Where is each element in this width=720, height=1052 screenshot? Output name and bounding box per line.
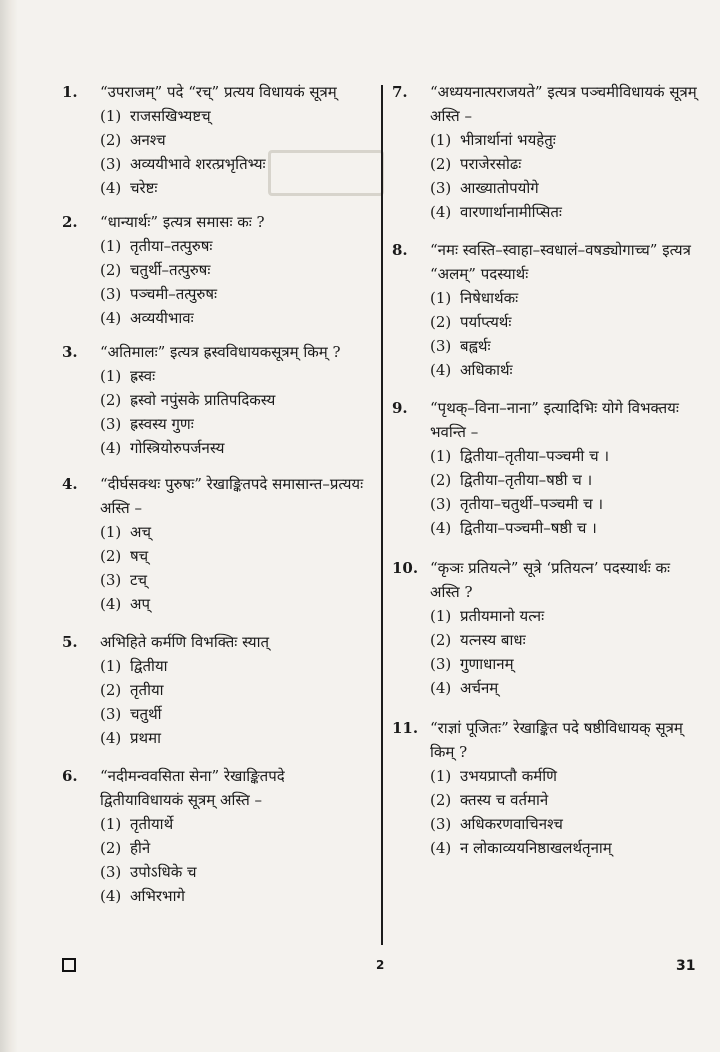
- question-item: [62, 210, 367, 330]
- option-text: क्तस्य च वर्तमाने: [460, 791, 549, 809]
- question-text: “नदीमन्ववसिता सेना” रेखाङ्कितपदे द्वितीयाविधायकं सूत्रम् अस्ति –: [100, 767, 285, 809]
- answer-option: [430, 652, 697, 676]
- option-number: (2): [100, 131, 122, 149]
- option-number: (4): [430, 203, 452, 221]
- question-number: 8.: [392, 241, 408, 259]
- faded-handwriting: [150, 8, 510, 78]
- option-text: अधिकार्थः: [460, 361, 513, 379]
- option-number: (2): [100, 261, 122, 279]
- answer-option: [100, 364, 367, 388]
- option-number: (1): [100, 523, 122, 541]
- option-number: (1): [100, 107, 122, 125]
- answer-option: [100, 412, 367, 436]
- option-number: (4): [100, 729, 122, 747]
- question-text: “दीर्घसक्थः पुरुषः” रेखाङ्कितपदे समासान्त–प्रत्ययः अस्ति –: [100, 475, 364, 517]
- option-text: यत्नस्य बाधः: [460, 631, 526, 649]
- option-number: (3): [100, 415, 122, 433]
- answer-option: [430, 444, 697, 468]
- answer-option: [100, 812, 367, 836]
- option-text: न लोकाव्ययनिष्ठाखलर्थतृनाम्: [460, 839, 612, 857]
- question-text: अभिहिते कर्मणि विभक्तिः स्यात्: [100, 633, 270, 651]
- question-number: 2.: [62, 213, 78, 231]
- option-number: (4): [100, 309, 122, 327]
- answer-option: [430, 286, 697, 310]
- question-number: 4.: [62, 475, 78, 493]
- option-number: (1): [430, 289, 452, 307]
- question-stem: [392, 556, 697, 604]
- question-item: [62, 340, 367, 460]
- option-number: (2): [430, 471, 452, 489]
- answer-option: [100, 726, 367, 750]
- page-number-right: 31: [676, 958, 696, 974]
- question-number: 9.: [392, 399, 408, 417]
- option-text: अर्चनम्: [460, 679, 499, 697]
- answer-option: [430, 604, 697, 628]
- option-text: ह्रस्वो नपुंसके प्रातिपदिकस्य: [130, 391, 276, 409]
- answer-option: [100, 234, 367, 258]
- option-text: पराजेरसोढः: [460, 155, 522, 173]
- option-number: (4): [430, 839, 452, 857]
- option-number: (2): [430, 631, 452, 649]
- option-text: अभिरभागे: [130, 887, 185, 905]
- option-text: चरेष्टः: [130, 179, 158, 197]
- option-text: प्रतीयमानो यत्नः: [460, 607, 545, 625]
- answer-option: [100, 884, 367, 908]
- answer-option: [100, 568, 367, 592]
- option-text: द्वितीया–तृतीया–षष्ठी च ।: [460, 471, 593, 489]
- answer-option: [430, 836, 697, 860]
- option-number: (3): [430, 337, 452, 355]
- option-number: (4): [100, 595, 122, 613]
- option-text: पर्याप्त्यर्थः: [460, 313, 512, 331]
- option-number: (2): [100, 391, 122, 409]
- option-text: अनश्च: [130, 131, 166, 149]
- question-text: “उपराजम्” पदे “रच्” प्रत्यय विधायकं सूत्रम्: [100, 83, 337, 101]
- option-text: गोस्त्रियोरुपर्जनस्य: [130, 439, 225, 457]
- option-number: (1): [100, 815, 122, 833]
- option-number: (3): [430, 179, 452, 197]
- answer-option: [100, 152, 367, 176]
- answer-option: [430, 468, 697, 492]
- question-item: [62, 80, 367, 200]
- option-text: हीने: [130, 839, 151, 857]
- answer-option: [430, 334, 697, 358]
- option-text: अव्ययीभावः: [130, 309, 194, 327]
- option-number: (4): [100, 179, 122, 197]
- question-text: “पृथक्–विना–नाना” इत्यादिभिः योगे विभक्तयः भवन्ति –: [430, 399, 679, 441]
- option-text: पञ्चमी–तत्पुरुषः: [130, 285, 218, 303]
- answer-option: [430, 764, 697, 788]
- question-stem: [62, 80, 367, 104]
- option-text: अधिकरणवाचिनश्च: [460, 815, 563, 833]
- question-number: 11.: [392, 719, 419, 737]
- question-number: 5.: [62, 633, 78, 651]
- option-number: (4): [430, 361, 452, 379]
- option-text: प्रथमा: [130, 729, 161, 747]
- option-text: षच्: [130, 547, 149, 565]
- option-list: [100, 234, 367, 330]
- option-text: बह्वर्थः: [460, 337, 491, 355]
- option-list: [430, 444, 697, 540]
- option-text: द्वितीया–तृतीया–पञ्चमी च ।: [460, 447, 610, 465]
- option-number: (3): [100, 863, 122, 881]
- answer-option: [100, 702, 367, 726]
- left-question-column: [62, 80, 367, 908]
- option-text: टच्: [130, 571, 148, 589]
- question-stem: [392, 716, 697, 764]
- option-list: [100, 812, 367, 908]
- question-item: [392, 556, 697, 700]
- question-text: “राज्ञां पूजितः” रेखाङ्कित पदे षष्ठीविधायक् सूत्रम् किम् ?: [430, 719, 683, 761]
- answer-option: [100, 128, 367, 152]
- option-number: (3): [100, 705, 122, 723]
- question-stem: [392, 238, 697, 286]
- answer-option: [100, 306, 367, 330]
- option-text: अप्: [130, 595, 150, 613]
- answer-option: [100, 544, 367, 568]
- question-item: [62, 472, 367, 616]
- option-number: (4): [430, 679, 452, 697]
- option-text: तृतीया–तत्पुरुषः: [130, 237, 213, 255]
- option-list: [430, 286, 697, 382]
- option-number: (4): [430, 519, 452, 537]
- page-number-center: 2: [376, 958, 385, 972]
- question-text: “कृञः प्रतियत्ने” सूत्रे ‘प्रतियत्न’ पदस्यार्थः कः अस्ति ?: [430, 559, 671, 601]
- option-text: अव्ययीभावे शरत्प्रभृतिभ्यः: [130, 155, 266, 173]
- option-text: चतुर्थी: [130, 705, 162, 723]
- column-divider: [381, 85, 383, 945]
- question-stem: [62, 764, 367, 812]
- option-text: द्वितीया–पञ्चमी–षष्ठी च ।: [460, 519, 597, 537]
- option-number: (2): [430, 155, 452, 173]
- right-question-column: [392, 80, 697, 860]
- answer-option: [100, 860, 367, 884]
- option-number: (3): [100, 155, 122, 173]
- option-text: निषेधार्थकः: [460, 289, 519, 307]
- page-edge-shadow: [0, 0, 18, 1052]
- question-item: [392, 396, 697, 540]
- option-text: तृतीयार्थे: [130, 815, 174, 833]
- option-text: ह्रस्वस्य गुणः: [130, 415, 194, 433]
- answer-option: [430, 788, 697, 812]
- answer-option: [100, 104, 367, 128]
- answer-option: [100, 258, 367, 282]
- option-text: द्वितीया: [130, 657, 168, 675]
- option-number: (2): [430, 791, 452, 809]
- option-text: ह्रस्वः: [130, 367, 156, 385]
- option-list: [100, 654, 367, 750]
- question-text: “नमः स्वस्ति–स्वाहा–स्वधालं–वषड्योगाच्च” इत्यत्र “अलम्” पदस्यार्थः: [430, 241, 691, 283]
- option-number: (3): [430, 815, 452, 833]
- option-number: (3): [430, 655, 452, 673]
- question-item: [392, 80, 697, 224]
- option-number: (3): [100, 285, 122, 303]
- question-number: 10.: [392, 559, 419, 577]
- option-number: (1): [430, 607, 452, 625]
- answer-option: [100, 678, 367, 702]
- question-text: “धान्यार्थः” इत्यत्र समासः कः ?: [100, 213, 265, 231]
- question-item: [62, 764, 367, 908]
- question-number: 1.: [62, 83, 78, 101]
- answer-option: [430, 812, 697, 836]
- option-number: (1): [100, 237, 122, 255]
- question-item: [392, 238, 697, 382]
- option-text: उपोऽधिके च: [130, 863, 197, 881]
- question-number: 7.: [392, 83, 408, 101]
- question-text: “अध्ययनात्पराजयते” इत्यत्र पञ्चमीविधायकं सूत्रम् अस्ति –: [430, 83, 697, 125]
- option-list: [430, 604, 697, 700]
- option-number: (3): [430, 495, 452, 513]
- option-list: [100, 104, 367, 200]
- question-stem: [62, 210, 367, 234]
- question-item: [62, 630, 367, 750]
- option-text: वारणार्थानामीप्सितः: [460, 203, 562, 221]
- answer-option: [430, 492, 697, 516]
- option-text: राजसखिभ्यष्टच्: [130, 107, 211, 125]
- answer-option: [430, 152, 697, 176]
- answer-option: [100, 388, 367, 412]
- answer-option: [430, 676, 697, 700]
- option-list: [430, 764, 697, 860]
- square-marker-icon: [62, 958, 76, 972]
- option-number: (1): [430, 447, 452, 465]
- answer-option: [430, 200, 697, 224]
- option-number: (1): [430, 767, 452, 785]
- option-text: आख्यातोपयोगे: [460, 179, 539, 197]
- question-number: 6.: [62, 767, 78, 785]
- question-stem: [62, 340, 367, 364]
- option-text: भीत्रार्थानां भयहेतुः: [460, 131, 556, 149]
- question-stem: [62, 472, 367, 520]
- option-text: तृतीया–चतुर्थी–पञ्चमी च ।: [460, 495, 604, 513]
- question-text: “अतिमालः” इत्यत्र ह्रस्वविधायकसूत्रम् किम् ?: [100, 343, 341, 361]
- answer-option: [100, 176, 367, 200]
- answer-option: [100, 592, 367, 616]
- option-number: (1): [430, 131, 452, 149]
- answer-option: [430, 310, 697, 334]
- option-text: चतुर्थी–तत्पुरुषः: [130, 261, 211, 279]
- option-number: (1): [100, 367, 122, 385]
- answer-option: [430, 176, 697, 200]
- option-number: (2): [100, 681, 122, 699]
- question-item: [392, 716, 697, 860]
- option-number: (4): [100, 439, 122, 457]
- option-text: अच्: [130, 523, 151, 541]
- option-number: (4): [100, 887, 122, 905]
- answer-option: [430, 358, 697, 382]
- option-list: [430, 128, 697, 224]
- question-stem: [62, 630, 367, 654]
- option-text: उभयप्राप्तौ कर्मणि: [460, 767, 557, 785]
- answer-option: [100, 654, 367, 678]
- question-stem: [392, 80, 697, 128]
- option-text: तृतीया: [130, 681, 164, 699]
- option-list: [100, 364, 367, 460]
- option-number: (1): [100, 657, 122, 675]
- answer-option: [100, 436, 367, 460]
- question-number: 3.: [62, 343, 78, 361]
- option-number: (2): [100, 839, 122, 857]
- option-text: गुणाधानम्: [460, 655, 514, 673]
- option-number: (2): [430, 313, 452, 331]
- answer-option: [430, 628, 697, 652]
- answer-option: [100, 520, 367, 544]
- answer-option: [100, 282, 367, 306]
- option-number: (3): [100, 571, 122, 589]
- answer-option: [430, 516, 697, 540]
- option-list: [100, 520, 367, 616]
- question-stem: [392, 396, 697, 444]
- answer-option: [430, 128, 697, 152]
- answer-option: [100, 836, 367, 860]
- option-number: (2): [100, 547, 122, 565]
